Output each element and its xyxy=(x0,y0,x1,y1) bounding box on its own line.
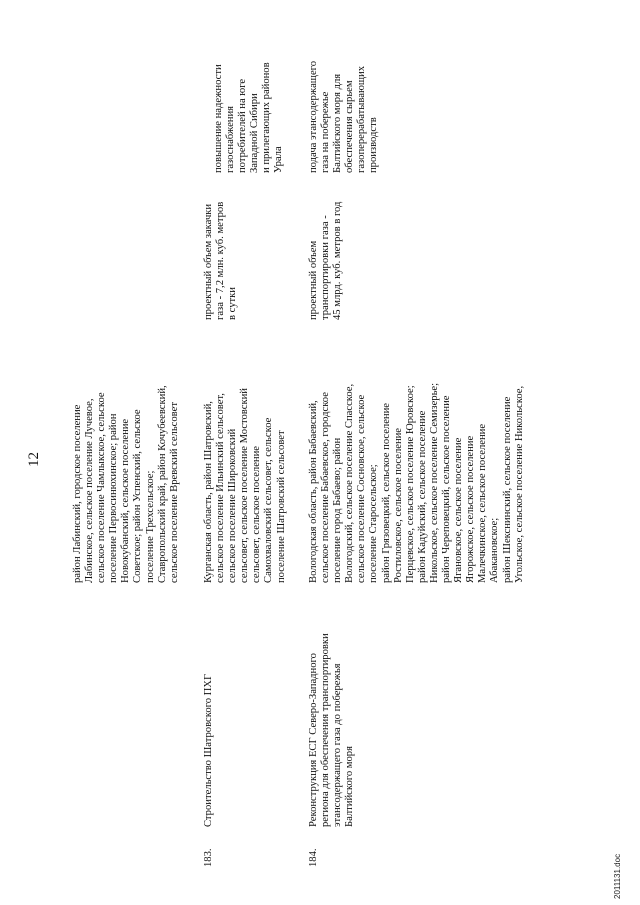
text-line: поселение город Бабаево; район xyxy=(332,437,344,583)
text-line: газоснабжения xyxy=(225,105,237,173)
page-number: 12 xyxy=(26,452,42,467)
text-line: Вологодская область, район Бабаевский, xyxy=(308,400,319,583)
text-line: сельское поселение Чамлыкское, сельское xyxy=(96,392,108,583)
text-line: сельское поселение Широковский xyxy=(227,428,239,583)
text-line: район Лабинский, городское поселение xyxy=(72,404,83,583)
text-line: Реконструкция ЕСГ Северо-Западного xyxy=(308,653,319,827)
parameter-lines xyxy=(308,202,344,320)
text-line: газа на побережье xyxy=(320,91,332,173)
purpose-lines xyxy=(213,62,286,173)
purpose-lines xyxy=(308,61,381,173)
row-183-territory-cell xyxy=(203,388,288,583)
text-line: поселение Трехсельское; xyxy=(144,470,156,583)
row-184-object-cell xyxy=(308,633,356,827)
text-line: Угольское, сельское поселение Никольское, xyxy=(513,385,525,583)
text-line: Самохваловский сельсовет, сельское xyxy=(263,417,275,583)
text-line: Малечкинское, сельское поселение xyxy=(477,423,489,583)
text-line: газа - 7,2 млн. куб. метров xyxy=(215,201,227,320)
territory-lines xyxy=(203,388,288,583)
text-line: и прилегающих районов xyxy=(261,62,273,173)
text-line: сельское поселение Бабаевское, городское xyxy=(320,392,332,583)
text-line: Западной Сибири xyxy=(249,93,261,173)
row-184-parameter-cell xyxy=(308,202,344,320)
document-footer: 2011131.doc xyxy=(613,853,622,899)
continued-purpose-cell xyxy=(213,62,286,173)
text-line: региона для обеспечения транспортировки xyxy=(320,633,332,827)
text-line: сельсовет, сельское поселение xyxy=(251,446,263,583)
row-184-purpose-cell xyxy=(308,61,381,173)
text-line: район Грязовецкий, сельское поселение xyxy=(380,403,392,583)
object-lines xyxy=(203,674,215,827)
text-line: Ягановское, сельское поселение xyxy=(453,437,465,583)
text-line: в сутки xyxy=(227,287,239,320)
text-line: Курганская область, район Шатровский, xyxy=(203,401,214,583)
text-line: район Кадуйский, сельское поселение xyxy=(416,410,428,583)
text-line: газоперерабатывающих xyxy=(356,65,368,173)
text-line: производств xyxy=(368,117,380,173)
text-line: Балтийского моря для xyxy=(332,73,344,173)
text-line: Перцевское, сельское поселение Юровское; xyxy=(404,385,416,583)
text-line: поселение Шатровский сельсовет xyxy=(275,430,287,583)
text-line: транспортировки газа - xyxy=(320,215,332,320)
text-line: сельское поселение Ильинский сельсовет, xyxy=(215,393,227,583)
text-line: Урала xyxy=(273,146,285,173)
parameter-lines xyxy=(203,202,239,320)
text-line: этансодержащего газа до побережья xyxy=(332,663,344,827)
row-183-object-cell xyxy=(203,674,215,827)
text-line: Ростиловское, сельское поселение xyxy=(392,428,404,583)
text-line: Никольское, сельское поселение Семизерье; xyxy=(428,382,440,583)
row-183-parameter-cell xyxy=(203,202,239,320)
text-line: Ягорожское, сельское поселение xyxy=(465,435,477,583)
text-line: Новокубанский, сельское поселение xyxy=(120,418,132,583)
text-line: Советское; район Успенский, сельское xyxy=(132,409,144,583)
text-line: Балтийского моря xyxy=(344,746,356,827)
text-line: Вологодский, сельское поселение Спасское, xyxy=(344,383,356,583)
object-lines xyxy=(308,633,356,827)
text-line: поселение Первосинюхинское; район xyxy=(108,413,120,583)
text-line: Ставропольский край, район Кочубеевский, xyxy=(156,385,168,583)
text-line: район Шекснинский, сельское поселение xyxy=(501,396,513,583)
text-line: подача этансодержащего xyxy=(308,60,319,173)
territory-lines xyxy=(72,385,181,583)
text-line: сельсовет, сельское поселение Мостовский xyxy=(239,388,251,583)
text-line: сельское поселение Сосновское, сельское xyxy=(356,394,368,583)
row-184-number: 184. xyxy=(308,848,319,867)
row-184-territory-cell xyxy=(308,383,526,583)
text-line: повышение надежности xyxy=(213,64,224,173)
text-line: район Череповецкий, сельское поселение xyxy=(441,395,453,583)
text-line: обеспечения сырьем xyxy=(344,80,356,173)
text-line: сельское поселение Вревский сельсовет xyxy=(168,402,180,583)
territory-lines xyxy=(308,383,526,583)
text-line: проектный объем xyxy=(308,240,319,320)
row-183-number: 183. xyxy=(203,848,214,867)
text-line: проектный объем закачки xyxy=(203,203,214,320)
text-line: потребителей на юге xyxy=(237,78,249,173)
continued-territory-cell xyxy=(72,385,181,583)
text-line: Лабинское, сельское поселение Лучевое, xyxy=(84,398,96,583)
text-line: Абакановское; xyxy=(489,517,501,583)
text-line: Строительство Шатровского ПХГ xyxy=(203,673,214,827)
text-line: 45 млрд. куб. метров в год xyxy=(332,201,344,320)
text-line: поселение Старосельское; xyxy=(368,464,380,583)
